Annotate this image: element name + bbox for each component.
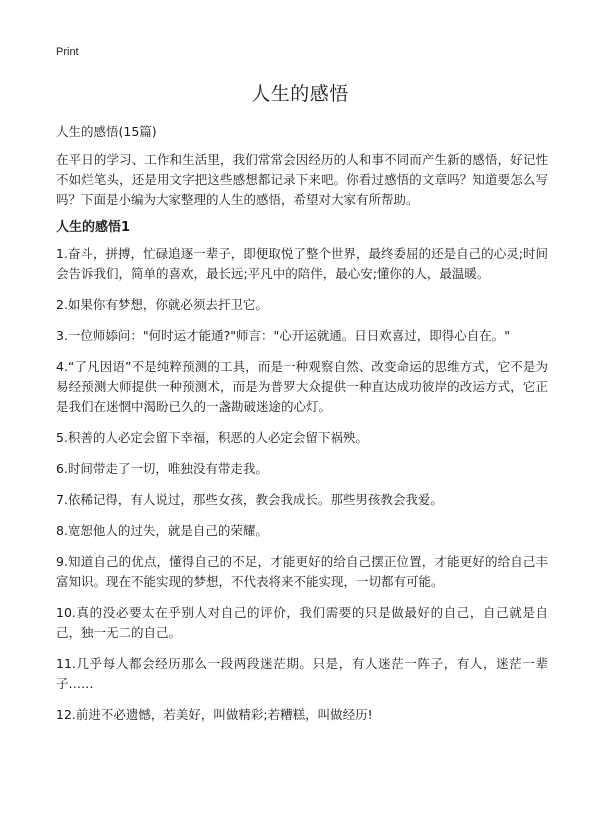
article-subtitle: 人生的感悟(15篇): [56, 124, 157, 139]
list-item: 2.如果你有梦想，你就必须去扞卫它。: [56, 297, 268, 312]
print-link[interactable]: Print: [56, 46, 79, 58]
list-item: 12.前进不必遗憾，若美好，叫做精彩;若糟糕，叫做经历!: [56, 707, 373, 722]
list-item: 4.“了凡因语”不是纯粹预测的工具，而是一种观察自然、改变命运的思维方式，它不是为易经预测大师提供一种预测术，而是为普罗大众提供一种直达成功彼岸的改运方式，它正是我们在迷惘中渴盼已久的一盏勘破迷途的心灯。: [56, 359, 548, 414]
article-intro: 在平日的学习、工作和生活里，我们常常会因经历的人和事不同而产生新的感悟，好记性不如烂笔头，还是用文字把这些感想都记录下来吧。你看过感悟的文章吗？知道要怎么写吗？下面是小编为大家整理的人生的感悟，希望对大家有所帮助。: [56, 152, 548, 207]
insight-list: [56, 244, 548, 736]
section-heading: 人生的感悟1: [56, 220, 131, 235]
list-item: 7.依稀记得，有人说过，那些女孩，教会我成长。那些男孩教会我爱。: [56, 492, 443, 507]
list-item: 11.几乎每人都会经历那么一段两段迷茫期。只是，有人迷茫一阵子，有人，迷茫一辈子……: [56, 656, 548, 691]
list-item: 1.奋斗，拼搏，忙碌追逐一辈子，即便取悦了整个世界，最终委屈的还是自己的心灵;时间会告诉我们，简单的喜欢，最长远;平凡中的陪伴，最心安;懂你的人，最温暖。: [56, 246, 548, 281]
list-item: 5.积善的人必定会留下幸福，积恶的人必定会留下祸殃。: [56, 430, 368, 445]
list-item: 8.宽恕他人的过失，就是自己的荣耀。: [56, 523, 268, 538]
article-title: 人生的感悟: [251, 83, 349, 105]
list-item: 10.真的没必要太在乎别人对自己的评价，我们需要的只是做最好的自己，自己就是自己，独一无二的自己。: [56, 605, 548, 640]
list-item: 6.时间带走了一切，唯独没有带走我。: [56, 461, 268, 476]
list-item: 3.一位师婖问："何时运才能通?"师言："心开运就通。日日欢喜过，即得心自在。": [56, 328, 511, 343]
list-item: 9.知道自己的优点，懂得自己的不足，才能更好的给自己摆正位置，才能更好的给自己丰富知识。现在不能实现的梦想，不代表将来不能实现，一切都有可能。: [56, 554, 548, 589]
